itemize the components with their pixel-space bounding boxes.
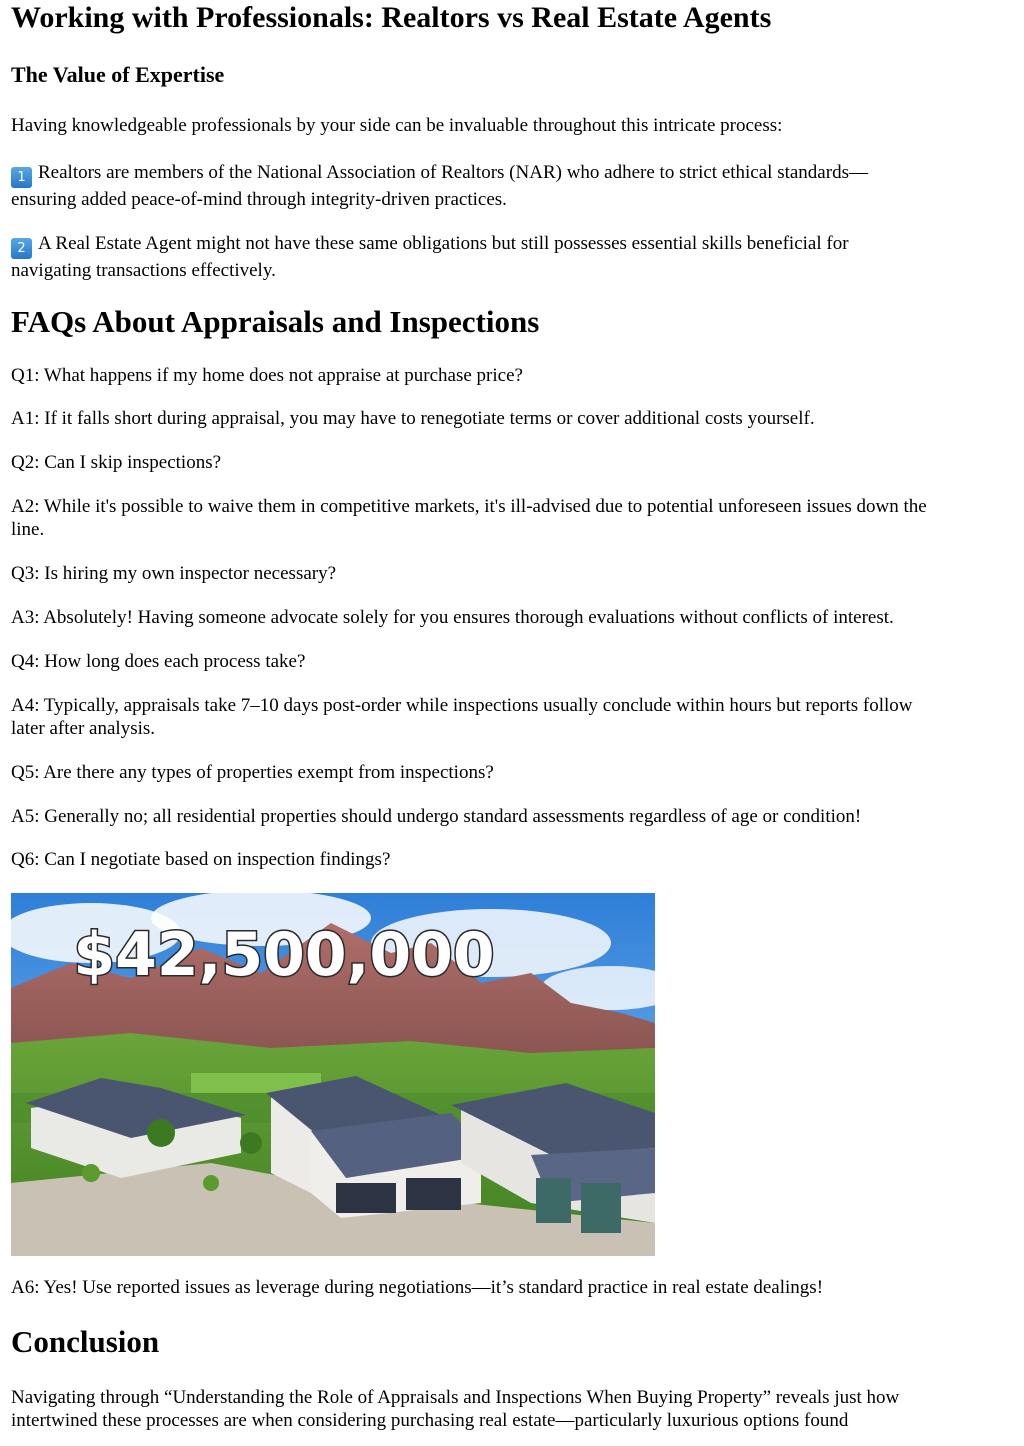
conclusion-line-1: Navigating through “Understanding the Role of Appraisals and Inspections When Buying Property” reveals just how <box>11 1387 900 1408</box>
conclusion-line-2: intertwined these processes are when considering purchasing real estate—particularly luxurious options found <box>11 1410 849 1431</box>
price-overlay: $42,500,000 <box>73 920 495 990</box>
faq-question-5: Q5: Are there any types of properties exempt from inspections? <box>11 762 494 783</box>
faq-answer-3: A3: Absolutely! Having someone advocate solely for you ensures thorough evaluations without conflicts of interest. <box>11 607 894 628</box>
keycap-1-icon: 1 <box>11 167 32 188</box>
point-1-line-2: ensuring added peace-of-mind through integrity-driven practices. <box>11 189 507 210</box>
faq-answer-4-line-1: A4: Typically, appraisals take 7–10 days post-order while inspections usually conclude within hours but reports follow <box>11 695 913 716</box>
point-2-line-1: A Real Estate Agent might not have these same obligations but still possesses essential skills beneficial for <box>38 233 849 254</box>
faq-answer-4 <box>11 694 913 740</box>
keycap-2-icon: 2 <box>11 238 32 259</box>
faq-answer-5: A5: Generally no; all residential properties should undergo standard assessments regardless of age or condition! <box>11 806 862 827</box>
faq-answer-4-line-2: later after analysis. <box>11 718 156 739</box>
point-2-line-2: navigating transactions effectively. <box>11 260 276 281</box>
faq-answer-1: A1: If it falls short during appraisal, you may have to renegotiate terms or cover additional costs yourself. <box>11 408 815 429</box>
faq-question-1: Q1: What happens if my home does not appraise at purchase price? <box>11 365 523 386</box>
point-1-line-1: Realtors are members of the National Association of Realtors (NAR) who adhere to strict ethical standards— <box>38 162 868 183</box>
faq-answer-2-line-1: A2: While it's possible to waive them in competitive markets, it's ill-advised due to potential unforeseen issues down the <box>11 496 927 517</box>
subheading-value-of-expertise: The Value of Expertise <box>11 62 225 87</box>
section-heading-professionals: Working with Professionals: Realtors vs Real Estate Agents <box>11 1 772 34</box>
point-1 <box>11 161 868 211</box>
point-2 <box>11 232 849 282</box>
luxury-home-photo <box>11 893 655 1256</box>
faq-question-6: Q6: Can I negotiate based on inspection findings? <box>11 849 391 870</box>
faq-answer-6: A6: Yes! Use reported issues as leverage during negotiations—it’s standard practice in real estate dealings! <box>11 1277 824 1298</box>
faq-question-3: Q3: Is hiring my own inspector necessary? <box>11 563 337 584</box>
conclusion-heading: Conclusion <box>11 1324 160 1359</box>
faq-answer-2-line-2: line. <box>11 519 45 540</box>
faq-answer-2 <box>11 495 927 541</box>
conclusion-paragraph <box>11 1386 899 1432</box>
faq-question-4: Q4: How long does each process take? <box>11 651 306 672</box>
faq-heading: FAQs About Appraisals and Inspections <box>11 304 540 339</box>
faq-question-2: Q2: Can I skip inspections? <box>11 452 222 473</box>
intro-paragraph: Having knowledgeable professionals by your side can be invaluable throughout this intricate process: <box>11 115 783 136</box>
